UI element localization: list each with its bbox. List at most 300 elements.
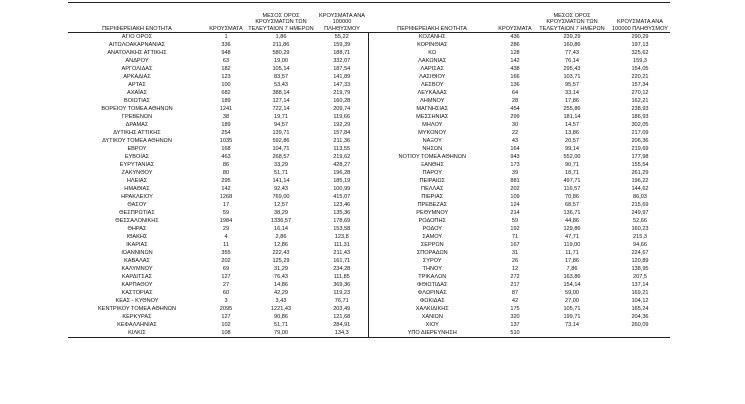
per-100k-cell: 169,21 [631,290,649,296]
cases-cell: 948 [221,50,231,56]
avg-7day-cell: 105,71 [563,306,581,312]
regional-unit-cell: ΧΑΝΙΩΝ [421,314,443,320]
avg-7day-cell: 141,14 [272,178,290,184]
regional-unit-cell: ΝΗΣΩΝ [422,146,443,152]
table-row [68,225,670,233]
cases-cell: 173 [510,162,520,168]
regional-unit-cell: ΑΝΑΤΟΛΙΚΗΣ ΑΤΤΙΚΗΣ [107,50,167,56]
cases-cell: 1268 [219,194,233,200]
regional-unit-cell: ΑΓΙΟ ΟΡΟΣ [121,34,153,40]
cases-cell: 127 [221,314,231,320]
header-7day-average: ΜΕΣΟΣ ΟΡΟΣ ΚΡΟΥΣΜΑΤΩΝ ΤΩΝ ΤΕΛΕΥΤΑΙΩΝ 7 ΗΜΕΡΩΝ [534,3,610,33]
avg-7day-cell: 17,86 [565,258,579,264]
header-cases-per-100k: ΚΡΟΥΣΜΑΤΑ ΑΝΑ 100000 ΠΛΗΘΥΣΜΟΥ [316,3,368,33]
avg-7day-cell: 44,86 [565,218,579,224]
regional-unit-cell: ΑΧΑΪΑΣ [127,90,147,96]
cases-cell: 2095 [219,306,233,312]
per-100k-cell: 157,34 [631,82,649,88]
cases-cell: 1 [224,34,228,40]
cases-cell: 26 [511,258,519,264]
table-row [68,89,670,97]
table-row [68,233,670,241]
cases-cell: 217 [510,282,520,288]
per-100k-cell: 161,71 [316,257,368,265]
cases-cell: 17 [222,202,230,208]
header-regional-unit: ΠΕΡΙΦΕΡΕΙΑΚΗ ΕΝΟΤΗΤΑ [368,3,496,33]
avg-7day-cell: 12,86 [274,242,288,248]
avg-7day-cell: 20,57 [565,138,579,144]
avg-7day-cell: 77,43 [565,50,579,56]
table-row [68,41,670,49]
regional-unit-cell: ΤΡΙΚΑΛΩΝ [418,274,447,280]
per-100k-cell: 111,85 [316,273,368,281]
table-row [68,321,670,329]
header-regional-unit: ΠΕΡΙΦΕΡΕΙΑΚΗ ΕΝΟΤΗΤΑ [68,3,206,33]
per-100k-cell: 160,28 [316,97,368,105]
regional-unit-cell: ΛΑΣΙΘΙΟΥ [419,74,446,80]
regional-unit-cell: ΡΕΘΥΜΝΟΥ [416,210,449,216]
avg-7day-cell: 14,57 [565,122,579,128]
avg-7day-cell: 47,71 [565,234,579,240]
table-row [68,281,670,289]
avg-7day-cell: 83,57 [274,74,288,80]
avg-7day-cell: 116,57 [563,186,581,192]
table-row [68,265,670,273]
per-100k-cell: 204,36 [631,314,649,320]
cases-cell: 59 [511,218,519,224]
avg-7day-cell: 136,71 [563,210,581,216]
cases-cell: 3 [224,298,228,304]
per-100k-cell: 197,13 [631,42,649,48]
cases-cell: 12 [511,266,519,272]
per-100k-cell: 185,19 [316,177,368,185]
avg-7day-cell: 160,86 [563,42,581,48]
per-100k-cell: 209,74 [316,105,368,113]
avg-7day-cell: 90,86 [274,314,288,320]
cases-cell: 28 [511,98,519,104]
cases-cell: 63 [222,58,230,64]
avg-7day-cell: 76,14 [565,58,579,64]
avg-7day-cell: 592,86 [272,138,290,144]
cases-cell: 182 [221,66,231,72]
regional-unit-cell: ΑΡΓΟΛΙΔΑΣ [121,66,153,72]
cases-cell: 69 [222,266,230,272]
per-100k-cell: 196,28 [316,169,368,177]
table-row [68,289,670,297]
per-100k-cell: 302,05 [631,122,649,128]
header-7day-average: ΜΕΣΟΣ ΟΡΟΣ ΚΡΟΥΣΜΑΤΩΝ ΤΩΝ ΤΕΛΕΥΤΑΙΩΝ 7 ΗΜΕΡΩΝ [246,3,316,33]
per-100k-cell: 121,68 [316,313,368,321]
cases-cell: 320 [510,314,520,320]
cases-cell: 167 [510,242,520,248]
table-row [68,129,670,137]
regional-unit-cell: ΕΒΡΟΥ [127,146,147,152]
avg-7day-cell: 76,43 [274,274,288,280]
regional-unit-cell: ΘΕΣΣΑΛΟΝΙΚΗΣ [115,218,159,224]
table-row [68,49,670,57]
header-cases: ΚΡΟΥΣΜΑΤΑ [206,3,246,33]
avg-7day-cell: 19,00 [274,58,288,64]
table-row [68,201,670,209]
regional-unit-cell: ΠΙΕΡΙΑΣ [421,194,444,200]
avg-7day-cell: 3,43 [275,298,287,304]
avg-7day-cell: 139,71 [272,130,290,136]
avg-7day-cell: 268,57 [272,154,290,160]
cases-cell: 71 [511,234,519,240]
cases-cell: 142 [221,186,231,192]
regional-unit-cell: ΝΑΞΟΥ [422,138,442,144]
avg-7day-cell: 104,71 [272,146,290,152]
per-100k-cell: 178,69 [316,217,368,225]
table-row [68,209,670,217]
cases-cell: 436 [510,34,520,40]
cases-cell: 86 [222,162,230,168]
table-row [68,217,670,225]
regional-unit-cell: ΘΗΡΑΣ [127,226,147,232]
regional-unit-cell: ΚΩ [428,50,437,56]
cases-cell: 682 [221,90,231,96]
per-100k-cell: 134,3 [316,329,368,338]
header-cases-per-100k: ΚΡΟΥΣΜΑΤΑ ΑΝΑ 100000 ΠΛΗΘΥΣΜΟΥ [610,3,670,33]
per-100k-cell: 154,05 [631,66,649,72]
header-row [68,3,670,33]
cases-cell: 454 [510,106,520,112]
regional-unit-cell: ΕΥΡΥΤΑΝΙΑΣ [119,162,155,168]
per-100k-cell: 186,93 [631,114,649,120]
per-100k-cell: 325,62 [631,50,649,56]
avg-7day-cell: 31,29 [274,266,288,272]
avg-7day-cell: 129,86 [563,226,581,232]
cases-cell: 124 [510,202,520,208]
per-100k-cell: 159,3 [633,58,647,64]
cases-cell: 87 [511,290,519,296]
per-100k-cell: 415,07 [316,193,368,201]
cases-cell: 4 [224,234,228,240]
table-row [68,137,670,145]
per-100k-cell: 119,66 [316,113,368,121]
regional-unit-cell: ΙΩΑΝΝΙΝΩΝ [121,250,153,256]
cases-cell: 299 [510,114,520,120]
cases-cell: 295 [221,178,231,184]
regional-unit-cell: ΚΙΛΚΙΣ [68,329,206,338]
table-row [68,33,670,42]
regional-unit-cell: ΑΡΚΑΔΙΑΣ [123,74,151,80]
per-100k-cell: 220,21 [631,74,649,80]
avg-7day-cell: 295,43 [563,66,581,72]
per-100k-cell: 332,07 [316,57,368,65]
regional-unit-cell: ΚΕΡΚΥΡΑΣ [122,314,152,320]
per-100k-cell: 203,49 [316,305,368,313]
avg-7day-cell: 51,71 [274,322,288,328]
per-100k-cell: 100,99 [316,185,368,193]
table-row [68,297,670,305]
table-row [68,257,670,265]
regional-unit-cell: ΚΕΦΑΛΛΗΝΙΑΣ [117,322,157,328]
regional-unit-cell: ΗΡΑΚΛΕΙΟΥ [121,194,153,200]
regional-unit-cell: ΒΟΙΩΤΙΑΣ [124,98,150,104]
per-100k-cell: 86,03 [633,194,647,200]
avg-7day-cell: 18,71 [565,170,579,176]
regional-unit-cell: ΦΘΙΩΤΙΔΑΣ [417,282,448,288]
per-100k-cell: 94,66 [633,242,647,248]
avg-7day-cell: 11,71 [565,250,579,256]
per-100k-cell: 207,5 [633,274,647,280]
regional-unit-cell: ΦΛΩΡΙΝΑΣ [417,290,447,296]
regional-unit-cell: ΠΡΕΒΕΖΑΣ [417,202,448,208]
avg-7day-cell: 33,14 [565,90,579,96]
per-100k-cell: 111,31 [316,241,368,249]
regional-unit-cell: ΚΟΡΙΝΘΙΑΣ [417,42,448,48]
regional-unit-cell: ΠΕΙΡΑΙΩΣ [419,178,446,184]
table-row [68,241,670,249]
per-100k-cell: 284,91 [316,321,368,329]
cases-cell: 168 [221,146,231,152]
per-100k-cell: 219,79 [316,89,368,97]
cases-cell: 254 [221,130,231,136]
cases-cell: 38 [222,114,230,120]
avg-7day-cell: 199,71 [563,314,581,320]
table-row [68,73,670,81]
regional-unit-cell: ΣΠΟΡΑΔΩΝ [416,250,448,256]
regional-unit-cell: ΡΟΔΟΥ [422,226,442,232]
cases-cell: 102 [221,322,231,328]
regional-unit-cell: ΥΠΟ ΔΙΕΡΕΥΝΗΣΗ [368,329,496,338]
cases-cell: 30 [511,122,519,128]
avg-7day-cell: 105,14 [272,66,290,72]
table-row [68,185,670,193]
regional-unit-cell: ΤΗΝΟΥ [422,266,442,272]
per-100k-cell: 192,29 [316,121,368,129]
table-body [68,33,670,338]
regional-unit-cell: ΚΑΡΠΑΘΟΥ [121,282,153,288]
regional-unit-cell: ΚΑΡΔΙΤΣΑΣ [121,274,153,280]
avg-7day-cell: 68,57 [565,202,579,208]
regional-unit-cell: ΔΥΤΙΚΟΥ ΤΟΜΕΑ ΑΘΗΝΩΝ [102,138,172,144]
table-row [68,105,670,113]
per-100k-cell: 215,3 [633,234,647,240]
regional-unit-cell: ΝΟΤΙΟΥ ΤΟΜΕΑ ΑΘΗΝΩΝ [398,154,467,160]
avg-7day-cell: 19,71 [274,114,288,120]
table-row [68,113,670,121]
cases-cell: 123 [221,74,231,80]
regional-unit-cell: ΒΟΡΕΙΟΥ ΤΟΜΕΑ ΑΘΗΝΩΝ [101,106,173,112]
avg-7day-cell [534,329,610,338]
avg-7day-cell: 211,86 [272,42,290,48]
regional-unit-cell: ΔΡΑΜΑΣ [125,122,149,128]
table-row [68,97,670,105]
regional-unit-cell: ΙΚΑΡΙΑΣ [126,242,148,248]
per-100k-cell: 428,27 [316,161,368,169]
avg-7day-cell: 388,14 [272,90,290,96]
cases-cell: 31 [511,250,519,256]
table-row [68,161,670,169]
per-100k-cell: 177,98 [631,154,649,160]
cases-cell: 1035 [219,138,233,144]
per-100k-cell: 369,36 [316,281,368,289]
avg-7day-cell: 99,14 [565,146,579,152]
per-100k-cell: 135,36 [316,209,368,217]
per-100k-cell: 219,62 [316,153,368,161]
regional-unit-cell: ΑΝΔΡΟΥ [125,58,149,64]
per-100k-cell: 141,89 [316,73,368,81]
table-row [68,81,670,89]
avg-7day-cell: 497,71 [563,178,581,184]
per-100k-cell: 234,28 [316,265,368,273]
regional-unit-cell: ΔΥΤΙΚΗΣ ΑΤΤΙΚΗΣ [113,130,161,136]
cases-cell: 136 [510,82,520,88]
avg-7day-cell: 14,86 [274,282,288,288]
regional-unit-cell: ΧΑΛΚΙΔΙΚΗΣ [415,306,449,312]
cases-cell: 202 [510,186,520,192]
cases-cell: 109 [510,194,520,200]
avg-7day-cell: 12,57 [274,202,288,208]
avg-7day-cell: 95,57 [565,82,579,88]
per-100k-cell: 123,46 [316,201,368,209]
per-100k-cell: 138,95 [631,266,649,272]
regional-unit-cell: ΛΕΣΒΟΥ [420,82,444,88]
table-row [68,57,670,65]
avg-7day-cell: 1,86 [275,34,287,40]
regional-unit-cell: ΛΗΜΝΟΥ [420,98,445,104]
regional-unit-cell: ΦΩΚΙΔΑΣ [419,298,445,304]
per-100k-cell: 52,66 [633,218,647,224]
regional-unit-cell: ΗΛΕΙΑΣ [126,178,148,184]
avg-7day-cell: 33,29 [274,162,288,168]
regional-unit-cell: ΡΟΔΟΠΗΣ [418,218,446,224]
cases-cell: 438 [510,66,520,72]
table-row [68,329,670,338]
avg-7day-cell: 103,71 [563,74,581,80]
regional-unit-cell: ΗΜΑΘΙΑΣ [124,186,150,192]
per-100k-cell: 162,21 [631,98,649,104]
avg-7day-cell: 552,00 [563,154,581,160]
table-row [68,313,670,321]
avg-7day-cell: 119,00 [563,242,581,248]
avg-7day-cell: 163,86 [563,274,581,280]
regional-unit-cell: ΛΕΥΚΑΔΑΣ [417,90,448,96]
cases-cell: 39 [511,170,519,176]
per-100k-cell: 76,71 [316,297,368,305]
regional-unit-cell: ΚΑΛΥΜΝΟΥ [121,266,153,272]
cases-cell: 189 [221,98,231,104]
table-row [68,193,670,201]
cases-table-sheet [68,2,670,338]
cases-cell: 127 [221,274,231,280]
avg-7day-cell: 79,00 [246,329,316,338]
regional-unit-cell: ΚΟΖΑΝΗΣ [418,34,446,40]
regional-unit-cell: ΞΑΝΘΗΣ [420,162,444,168]
regional-unit-cell: ΖΑΚΥΝΘΟΥ [121,170,153,176]
regional-unit-cell: ΜΥΚΟΝΟΥ [418,130,447,136]
per-100k-cell: 215,69 [631,202,649,208]
cases-cell: 510 [496,329,534,338]
avg-7day-cell: 13,86 [565,130,579,136]
per-100k-cell: 157,84 [316,129,368,137]
per-100k-cell: 155,54 [631,162,649,168]
per-100k-cell [610,329,670,338]
cases-cell: 59 [222,210,230,216]
regional-unit-cell: ΕΥΒΟΙΑΣ [124,154,150,160]
cases-cell: 286 [510,42,520,48]
regional-unit-cell: ΑΙΤΩΛΟΑΚΑΡΝΑΝΙΑΣ [108,42,166,48]
per-100k-cell: 55,22 [316,33,368,42]
avg-7day-cell: 90,71 [565,162,579,168]
per-100k-cell: 188,71 [316,49,368,57]
regional-unit-cell: ΙΘΑΚΗΣ [126,234,148,240]
per-100k-cell: 224,67 [631,250,649,256]
avg-7day-cell: 92,43 [274,186,288,192]
regional-unit-cell: ΘΕΣΠΡΩΤΙΑΣ [119,210,155,216]
per-100k-cell: 206,36 [631,138,649,144]
cases-cell: 1241 [219,106,233,112]
avg-7day-cell: 42,29 [274,290,288,296]
per-100k-cell: 290,29 [631,34,649,40]
avg-7day-cell: 2,86 [275,234,287,240]
cases-cell: 128 [510,50,520,56]
regional-unit-cell: ΜΑΓΝΗΣΙΑΣ [416,106,449,112]
avg-7day-cell: 722,14 [272,106,290,112]
per-100k-cell: 211,36 [316,137,368,145]
cases-cell: 202 [221,258,231,264]
table-row [68,121,670,129]
per-100k-cell: 238,93 [631,106,649,112]
avg-7day-cell: 51,71 [274,170,288,176]
cases-cell: 80 [222,170,230,176]
cases-cell: 42 [511,298,519,304]
cases-cell: 137 [510,322,520,328]
per-100k-cell: 160,23 [631,226,649,232]
avg-7day-cell: 181,14 [563,114,581,120]
avg-7day-cell: 154,14 [563,282,581,288]
avg-7day-cell: 59,00 [565,290,579,296]
avg-7day-cell: 580,29 [272,50,290,56]
per-100k-cell: 119,23 [316,289,368,297]
regional-unit-cell: ΓΡΕΒΕΝΩΝ [121,114,153,120]
cases-cell: 175 [510,306,520,312]
regional-unit-cell: ΜΕΣΣΗΝΙΑΣ [416,114,449,120]
regional-unit-cell: ΚΕΝΤΡΙΚΟΥ ΤΟΜΕΑ ΑΘΗΝΩΝ [97,306,176,312]
cases-cell: 22 [511,130,519,136]
per-100k-cell: 123,8 [316,233,368,241]
table-row [68,145,670,153]
table-row [68,153,670,161]
per-100k-cell: 144,62 [631,186,649,192]
cases-cell: 355 [221,250,231,256]
regional-unit-cell: ΣΕΡΡΩΝ [420,242,444,248]
avg-7day-cell: 239,29 [563,34,581,40]
cases-cell: 463 [221,154,231,160]
avg-7day-cell: 94,57 [274,122,288,128]
per-100k-cell: 159,39 [316,41,368,49]
regional-unit-cell: ΠΑΡΟΥ [422,170,442,176]
cases-cell: 214 [510,210,520,216]
cases-cell: 166 [510,74,520,80]
regional-unit-cell: ΠΕΛΛΑΣ [421,186,444,192]
table-row [68,169,670,177]
regional-unit-cell: ΣΥΡΟΥ [422,258,442,264]
cases-cell: 1984 [219,218,233,224]
avg-7day-cell: 1221,43 [270,306,292,312]
avg-7day-cell: 222,43 [272,250,290,256]
cases-cell: 164 [510,146,520,152]
per-100k-cell: 270,12 [631,90,649,96]
cases-cell: 192 [510,226,520,232]
regional-unit-cell: ΜΗΛΟΥ [422,122,443,128]
cases-cell: 943 [510,154,520,160]
avg-7day-cell: 7,86 [566,266,578,272]
per-100k-cell: 196,22 [631,178,649,184]
table-row [68,249,670,257]
